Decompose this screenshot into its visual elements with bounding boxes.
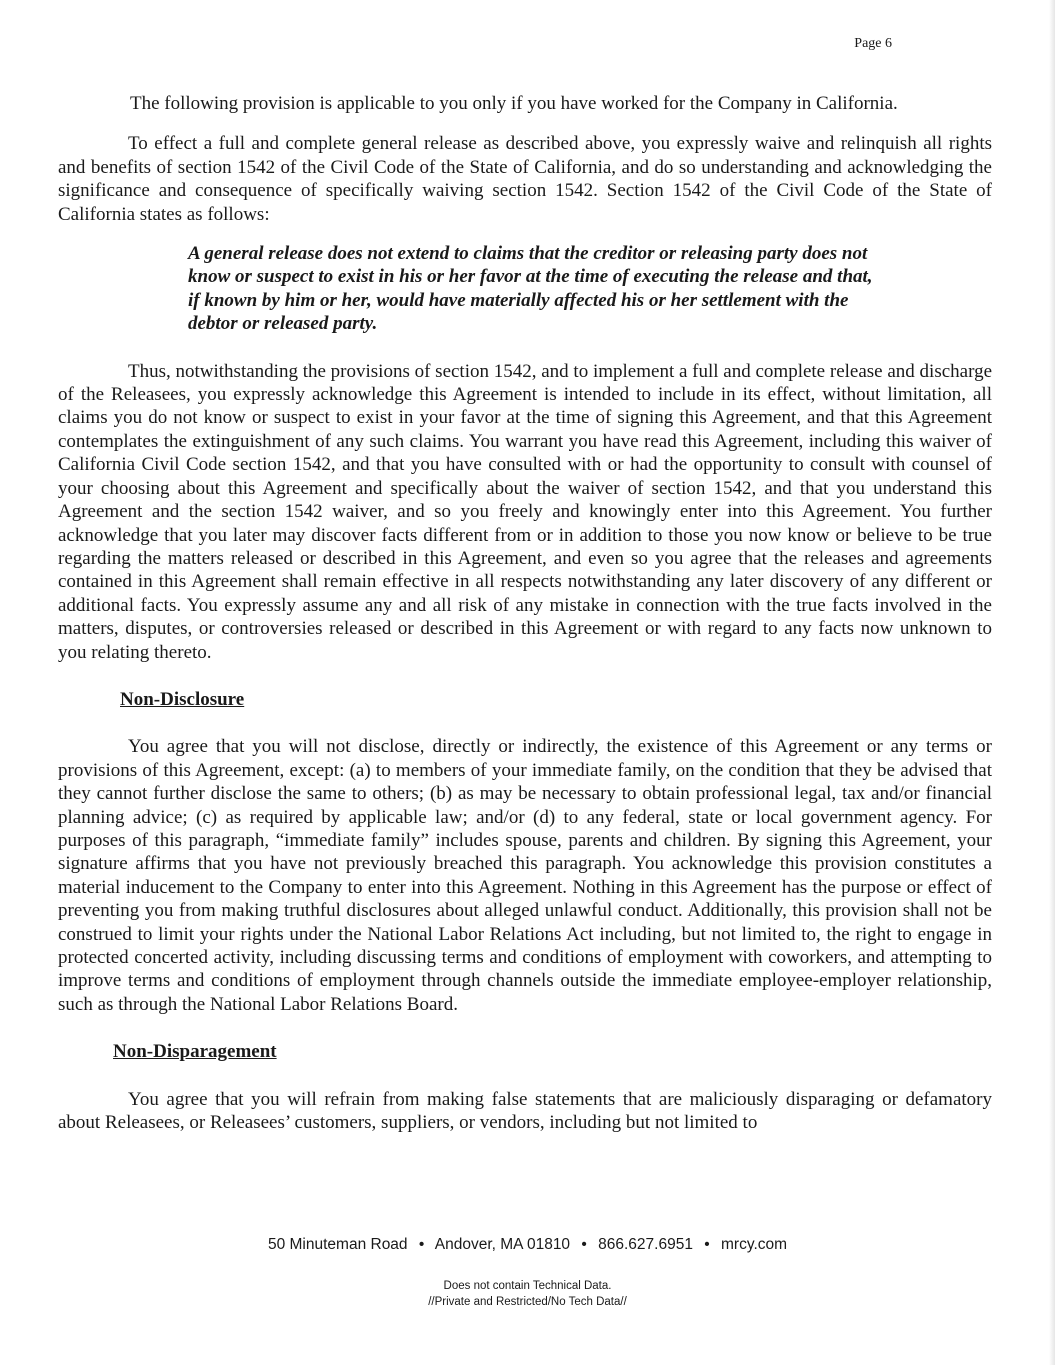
california-intro-paragraph: The following provision is applicable to you only if you have worked for the Company in California.	[130, 93, 898, 114]
footer-separator: •	[704, 1236, 710, 1253]
non-disclosure-heading: Non-Disclosure	[120, 688, 245, 710]
footer-website: mrcy.com	[721, 1236, 788, 1253]
footer-contact	[0, 1236, 1055, 1254]
document-body	[58, 92, 992, 1134]
waiver-paragraph: Thus, notwithstanding the provisions of section 1542, and to implement a full and complete release and discharge of the Releasees, you expressly acknowledge this Agreement is intended to include in its effect, without limitation, all claims you do not know or suspect to exist in your favor at the time of signing this Agreement, and that this Agreement contemplates the extinguishment of any such claims. You warrant you have read this Agreement, including this waiver of California Civil Code section 1542, and that you have consulted with or had the opportunity to consult with counsel of your choosing about this Agreement and specifically about the waiver of section 1542, and that you understand this Agreement and the section 1542 waiver, and so you freely and knowingly enter into this Agreement. You further acknowledge that you later may discover facts different from or in addition to those you now know or believe to be true regarding the matters released or described in this Agreement, and even so you agree that the releases and agreements contained in this Agreement shall remain effective in all respects notwithstanding any later discovery of any different or additional facts. You expressly assume any and all risk of any mistake in connection with the true facts involved in the matters, disputes, or controversies released or described in this Agreement or with regard to any facts now unknown to you relating thereto.	[58, 360, 992, 663]
footer-notice-line-1: Does not contain Technical Data.	[443, 1280, 612, 1292]
footer-separator: •	[581, 1236, 587, 1253]
footer-city: Andover, MA 01810	[434, 1236, 571, 1253]
general-release-paragraph: To effect a full and complete general release as described above, you expressly waive and relinquish all rights and benefits of section 1542 of the Civil Code of the State of California, and do so understanding and acknowledging the significance and consequence of specifically waiving section 1542. Section 1542 of the Civil Code of the State of California states as follows:	[58, 133, 992, 225]
civil-code-quote: A general release does not extend to claims that the creditor or releasing party does not know or suspect to exist in his or her favor at the time of executing the release and that, if known by him or her, would have materially affected his or her settlement with the debtor or released party.	[188, 243, 873, 335]
footer-address: 50 Minuteman Road	[267, 1236, 408, 1253]
page-number: Page 6	[854, 36, 892, 51]
scan-edge-shadow	[1049, 0, 1055, 1365]
footer-notice-line-2: //Private and Restricted/No Tech Data//	[428, 1296, 627, 1308]
footer-separator: •	[418, 1236, 425, 1253]
non-disclosure-paragraph: You agree that you will not disclose, directly or indirectly, the existence of this Agreement or any terms or provisions of this Agreement, except: (a) to members of your immediate family, on the condition that they be advised that they cannot further disclose the same to others; (b) as may be necessary to obtain professional legal, tax and/or financial planning advice; (c) as required by applicable law; and/or (d) to any federal, state or local government agency. For purposes of this paragraph, “immediate family” includes spouse, parents and children. By signing this Agreement, your signature affirms that you have not previously breached this paragraph. You acknowledge this provision constitutes a material inducement to the Company to enter into this Agreement. Nothing in this Agreement has the purpose or effect of preventing you from making truthful disclosures about alleged unlawful conduct. Additionally, this provision shall not be construed to limit your rights under the National Labor Relations Act including, but not limited to, the right to engage in protected concerted activity, including discussing terms and conditions of employment with coworkers, and attempting to improve terms and conditions of employment through channels outside the immediate employee-employer relationship, such as through the National Labor Relations Board.	[58, 736, 992, 1015]
footer-notice	[0, 1278, 1055, 1310]
non-disparagement-heading: Non-Disparagement	[113, 1041, 277, 1063]
footer-phone: 866.627.6951	[598, 1236, 693, 1253]
non-disparagement-paragraph: You agree that you will refrain from making false statements that are maliciously disparaging or defamatory about Releasees, or Releasees’ customers, suppliers, or vendors, including but not limited to	[58, 1088, 992, 1134]
